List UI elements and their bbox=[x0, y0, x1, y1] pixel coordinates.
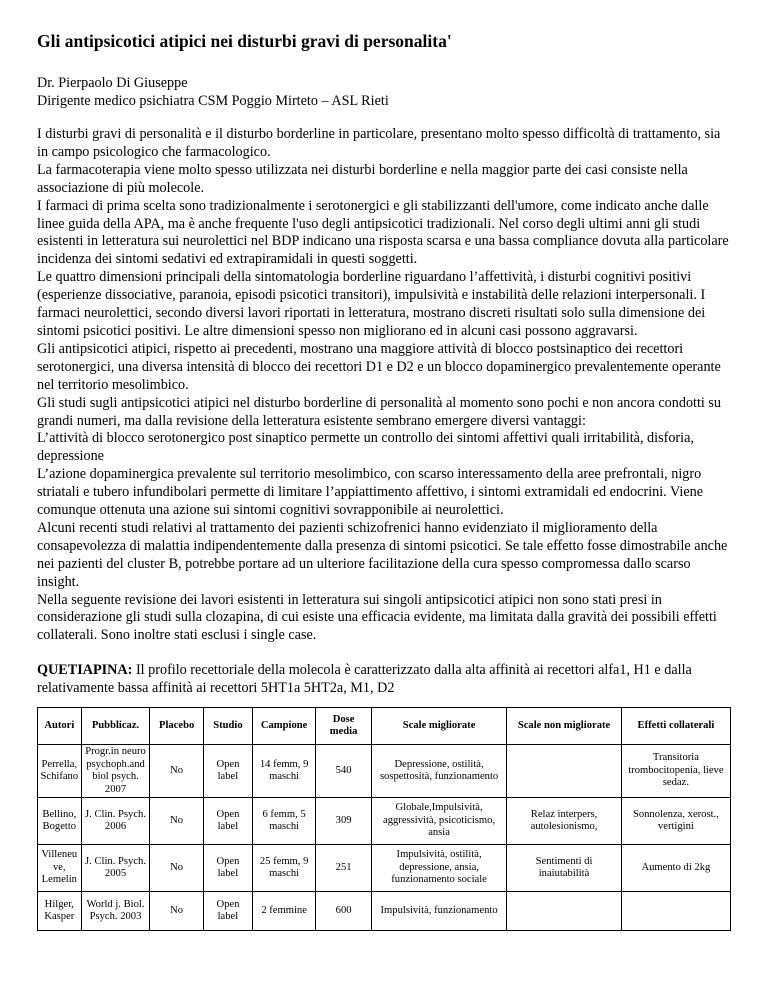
table-cell: 540 bbox=[316, 745, 372, 798]
paragraph: Le quattro dimensioni principali della sintomatologia borderline riguardano l’affettività, i disturbi cognitivi positivi (esperienze dissociative, paranoia, episodi psicotici transitori), impulsività e instabilità delle relazioni interpersonali. I farmaci neurolettici, secondo diversi lavori riportati in letteratura, mostrano discreti risultati solo sulla dimensione dei sintomi psicotici positivi. Le altre dimensioni spesso non migliorano ed in alcuni casi possono aggravarsi. bbox=[37, 269, 706, 339]
table-cell: Open label bbox=[203, 745, 252, 798]
table-cell: 309 bbox=[316, 797, 372, 844]
paragraph: Gli antipsicotici atipici, rispetto ai precedenti, mostrano una maggiore attività di blocco postsinaptico dei recettori serotonergici, una diversa intensità di blocco dei recettori D1 e D2 e un blocco dopaminergico prevalentemente operante nel territorio mesolimbico. bbox=[37, 340, 721, 393]
author-name: Dr. Pierpaolo Di Giuseppe bbox=[37, 75, 188, 91]
table-cell: Impulsività, ostilità, depressione, ansia, funzionamento sociale bbox=[371, 844, 506, 891]
section-description: Il profilo recettoriale della molecola è caratterizzato dalla alta affinità ai recettori alfa1, H1 e dalla relativamente bassa affinità ai recettori 5HT1a 5HT2a, M1, D2 bbox=[37, 662, 692, 697]
table-cell: Perrella, Schifano bbox=[38, 745, 82, 798]
author-block bbox=[37, 74, 732, 110]
table-row bbox=[38, 797, 731, 844]
table-cell: 2 femmine bbox=[252, 891, 315, 930]
table-cell: Impulsività, funzionamento bbox=[371, 891, 506, 930]
table-cell: Open label bbox=[203, 844, 252, 891]
table-cell: J. Clin. Psych. 2005 bbox=[81, 844, 150, 891]
table-cell: 6 femm, 5 maschi bbox=[252, 797, 315, 844]
document-title: Gli antipsicotici atipici nei disturbi gravi di personalita' bbox=[37, 31, 452, 51]
table-cell bbox=[621, 891, 730, 930]
table-cell: World j. Biol. Psych. 2003 bbox=[81, 891, 150, 930]
table-cell: Sonnolenza, xerost., vertigini bbox=[621, 797, 730, 844]
table-cell: No bbox=[150, 797, 203, 844]
body-text bbox=[37, 126, 732, 645]
paragraph: La farmacoterapia viene molto spesso utilizzata nei disturbi borderline e nella maggior parte dei casi consiste nella associazione di più molecole. bbox=[37, 161, 688, 196]
table-cell: J. Clin. Psych. 2006 bbox=[81, 797, 150, 844]
column-header: Studio bbox=[203, 708, 252, 745]
table-cell: Hilger, Kasper bbox=[38, 891, 82, 930]
table-cell: Depressione, ostilità, sospettosità, funzionamento bbox=[371, 745, 506, 798]
studies-table bbox=[37, 707, 731, 931]
column-header: Scale non migliorate bbox=[507, 708, 622, 745]
column-header: Scale migliorate bbox=[371, 708, 506, 745]
paragraph: Alcuni recenti studi relativi al trattamento dei pazienti schizofrenici hanno evidenziato il miglioramento della consapevolezza di malattia indipendentemente dalla presenza di sintomi psicotici. Se tale effetto fosse dimostrabile anche nei pazienti del cluster B, potrebbe portare ad un ulteriore facilitazione della cura spesso compromessa dallo scarso insight. bbox=[37, 519, 728, 590]
table-cell: Open label bbox=[203, 891, 252, 930]
table-cell: Relaz interpers, autolesionismo, bbox=[507, 797, 622, 844]
column-header: Pubblicaz. bbox=[81, 708, 150, 745]
table-cell: Globale,Impulsività, aggressività, psicoticismo, ansia bbox=[371, 797, 506, 844]
paragraph: I farmaci di prima scelta sono tradizionalmente i serotonergici e gli stabilizzanti dell'umore, come indicato anche dalle linee guida della APA, ma è anche frequente l'uso degli antipsicotici tradizionali. Nel corso degli ultimi anni gli studi esistenti in letteratura sui neurolettici nel BDP indicano una risposta scarsa e una bassa compliance dovuta alla particolare incidenza dei sintomi sedativi ed extrapiramidali in questi soggetti. bbox=[37, 197, 729, 268]
table-header-row bbox=[38, 708, 731, 745]
table-cell: Villeneuve, Lemelin bbox=[38, 844, 82, 891]
table-cell: 25 femm, 9 maschi bbox=[252, 844, 315, 891]
table-cell: Sentimenti di inaiutabilità bbox=[507, 844, 622, 891]
table-cell: Aumento di 2kg bbox=[621, 844, 730, 891]
paragraph: Nella seguente revisione dei lavori esistenti in letteratura sui singoli antipsicotici atipici non sono stati presi in considerazione gli studi sulla clozapina, di cui esiste una efficacia evidente, ma limitata dalla gravità dei possibili effetti collaterali. Sono inoltre stati esclusi i single case. bbox=[37, 591, 717, 644]
paragraph: Gli studi sugli antipsicotici atipici nel disturbo borderline di personalità al momento sono pochi e non ancora condotti su grandi numeri, ma dalla revisione della letteratura esistente sembrano emergere diversi vantaggi: bbox=[37, 394, 722, 429]
table-cell: No bbox=[150, 745, 203, 798]
paragraph: I disturbi gravi di personalità e il disturbo borderline in particolare, presentano molto spesso difficoltà di trattamento, sia in campo psicologico che farmacologico. bbox=[37, 126, 721, 160]
table-cell: No bbox=[150, 844, 203, 891]
table-cell: 600 bbox=[316, 891, 372, 930]
author-role: Dirigente medico psichiatra CSM Poggio Mirteto – ASL Rieti bbox=[37, 93, 389, 109]
table-cell: No bbox=[150, 891, 203, 930]
table-cell: Bellino, Bogetto bbox=[38, 797, 82, 844]
table-cell: Open label bbox=[203, 797, 252, 844]
section-quetiapina bbox=[37, 661, 732, 697]
column-header: Dose media bbox=[316, 708, 372, 745]
table-cell bbox=[507, 745, 622, 798]
table-row bbox=[38, 844, 731, 891]
table-cell: Progr.in neuro psychoph.and biol psych. 2007 bbox=[81, 745, 150, 798]
table-cell: 14 femm, 9 maschi bbox=[252, 745, 315, 798]
paragraph: L’attività di blocco serotonergico post sinaptico permette un controllo dei sintomi affettivi quali irritabilità, disforia, depressione bbox=[37, 430, 694, 465]
table-row bbox=[38, 745, 731, 798]
column-header: Campione bbox=[252, 708, 315, 745]
paragraph: L’azione dopaminergica prevalente sul territorio mesolimbico, con scarso interessamento della aree prefrontali, nigro striatali e tubero infundibolari permette di limitare l’appiattimento affettivo, i sintomi extramidali ed endocrini. Viene comunque ottenuta una azione sui sintomi cognitivi sovrapponibile ai neurolettici. bbox=[37, 466, 704, 519]
section-drug-name: QUETIAPINA: bbox=[37, 662, 133, 679]
table-cell bbox=[507, 891, 622, 930]
column-header: Placebo bbox=[150, 708, 203, 745]
column-header: Autori bbox=[38, 708, 82, 745]
column-header: Effetti collaterali bbox=[621, 708, 730, 745]
table-cell: Transitoria trombocitopenia, lieve sedaz. bbox=[621, 745, 730, 798]
table-row bbox=[38, 891, 731, 930]
table-cell: 251 bbox=[316, 844, 372, 891]
